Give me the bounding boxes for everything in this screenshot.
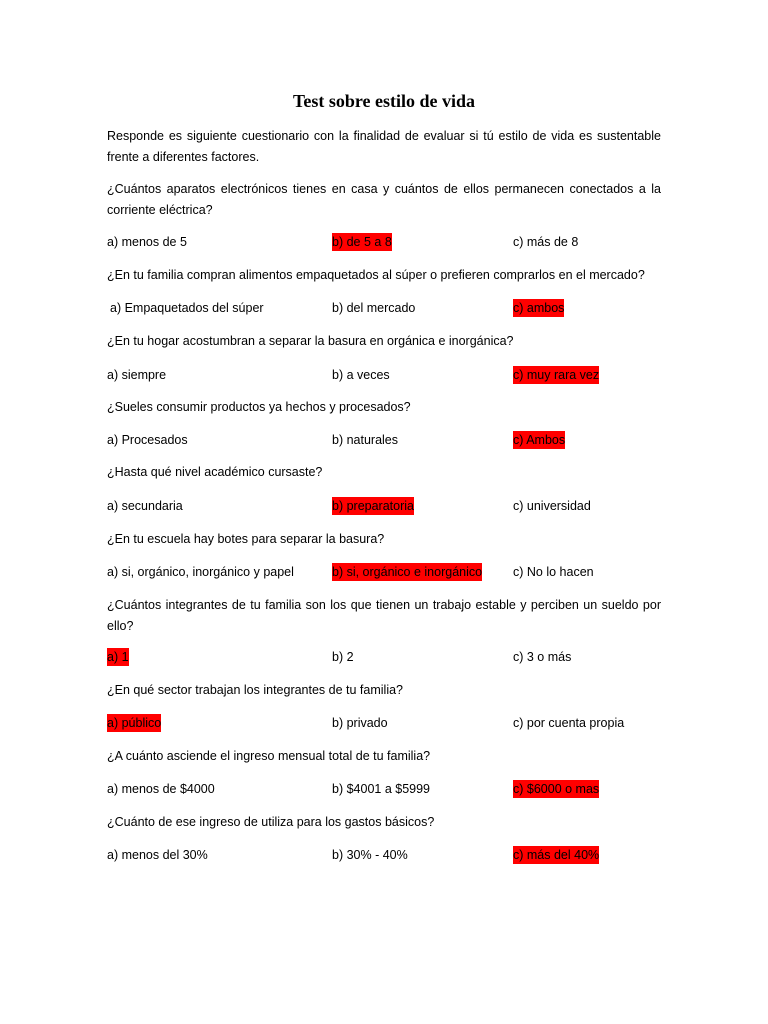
q7-option-a-selected: a) 1	[107, 650, 129, 664]
q9-option-c-selected: c) $6000 o mas	[513, 782, 600, 796]
q6-option-c: c) No lo hacen	[513, 565, 594, 579]
question-10: ¿Cuánto de ese ingreso de utiliza para los gastos básicos?	[107, 815, 435, 829]
q3-option-c-selected: c) muy rara vez	[513, 368, 600, 382]
q4-option-b: b) naturales	[332, 433, 399, 447]
question-9: ¿A cuánto asciende el ingreso mensual total de tu familia?	[107, 749, 431, 763]
q6-option-b-selected: b) si, orgánico e inorgánico	[332, 565, 483, 579]
q7-option-c: c) 3 o más	[513, 650, 572, 664]
question-3: ¿En tu hogar acostumbran a separar la basura en orgánica e inorgánica?	[107, 334, 514, 348]
page-title: Test sobre estilo de vida	[292, 91, 475, 111]
q9-option-b: b) $4001 a $5999	[332, 782, 431, 796]
q7-option-b: b) 2	[332, 650, 354, 664]
question-1: ¿Cuántos aparatos electrónicos tienes en casa y cuántos de ellos permanecen conectados a la corriente eléctrica?	[107, 182, 661, 217]
q4-option-c-selected: c) Ambos	[513, 433, 566, 447]
q1-option-a: a) menos de 5	[107, 235, 187, 249]
q1-option-c: c) más de 8	[513, 235, 579, 249]
q5-option-a: a) secundaria	[107, 499, 183, 513]
question-8: ¿En qué sector trabajan los integrantes de tu familia?	[107, 683, 404, 697]
question-4: ¿Sueles consumir productos ya hechos y procesados?	[107, 400, 411, 414]
q1-option-b-selected: b) de 5 a 8	[332, 235, 392, 249]
question-2: ¿En tu familia compran alimentos empaquetados al súper o prefieren comprarlos en el mercado?	[107, 268, 645, 282]
q10-option-c-selected: c) más del 40%	[513, 848, 600, 862]
q5-option-b-selected: b) preparatoria	[332, 499, 414, 513]
q2-option-b: b) del mercado	[332, 301, 416, 315]
q10-option-b: b) 30% - 40%	[332, 848, 408, 862]
q2-option-a: a) Empaquetados del súper	[110, 301, 264, 315]
q2-option-c-selected: c) ambos	[513, 301, 565, 315]
q8-option-c: c) por cuenta propia	[513, 716, 625, 730]
q8-option-b: b) privado	[332, 716, 388, 730]
q5-option-c: c) universidad	[513, 499, 591, 513]
q4-option-a: a) Procesados	[107, 433, 188, 447]
question-7: ¿Cuántos integrantes de tu familia son los que tienen un trabajo estable y perciben un sueldo por ello?	[107, 598, 661, 633]
q3-option-a: a) siempre	[107, 368, 167, 382]
q8-option-a-selected: a) público	[107, 716, 162, 730]
question-5: ¿Hasta qué nivel académico cursaste?	[107, 465, 323, 479]
q10-option-a: a) menos del 30%	[107, 848, 208, 862]
intro-paragraph: Responde es siguiente cuestionario con la finalidad de evaluar si tú estilo de vida es sustentable frente a diferentes factores.	[107, 129, 661, 164]
question-6: ¿En tu escuela hay botes para separar la basura?	[107, 532, 385, 546]
q6-option-a: a) si, orgánico, inorgánico y papel	[107, 565, 294, 579]
q9-option-a: a) menos de $4000	[107, 782, 215, 796]
q3-option-b: b) a veces	[332, 368, 390, 382]
